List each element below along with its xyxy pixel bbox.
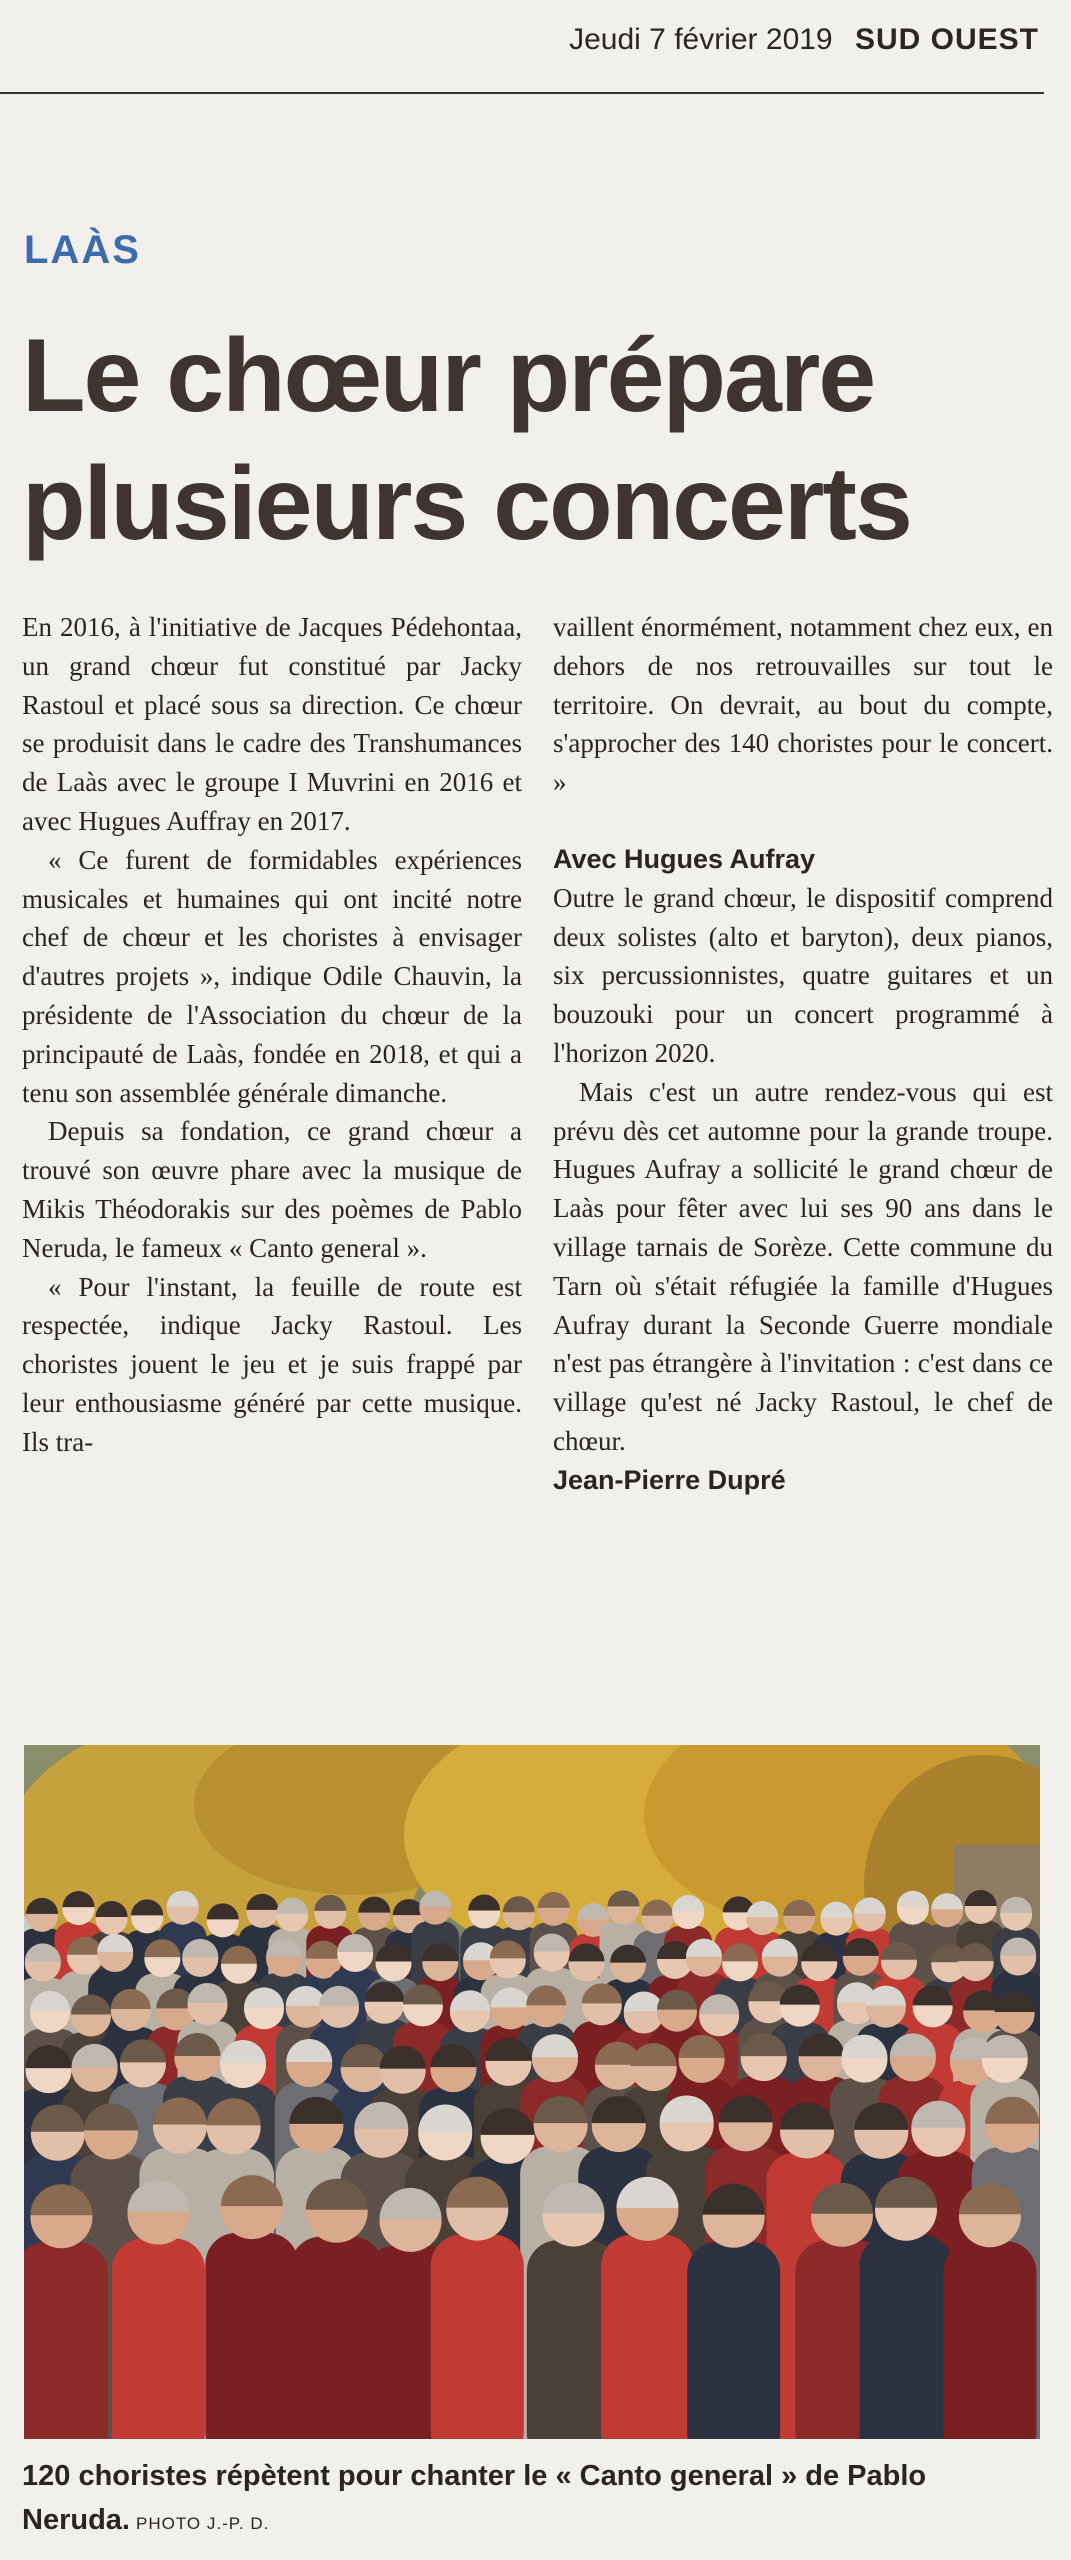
newspaper-name: SUD OUEST (854, 23, 1039, 56)
choir-photo-illustration (24, 1745, 1040, 2439)
photo-caption (22, 2454, 1042, 2546)
choir-member-body (859, 2235, 952, 2439)
article-subhead: Avec Hugues Aufray (553, 843, 816, 874)
article-column-left (22, 608, 522, 1462)
article-headline: Le chœur prépare plusieurs concerts (22, 318, 911, 562)
paragraph: Depuis sa fondation, ce grand chœur a trouvé son œuvre phare avec la musique de Mikis Théodorakis sur des poèmes de Pablo Neruda, le fameux « Canto general ». (22, 1116, 522, 1263)
choir-member-body (24, 2242, 108, 2439)
masthead (0, 10, 1039, 70)
choir-member-body (687, 2241, 780, 2439)
issue-date: Jeudi 7 février 2019 (569, 23, 833, 56)
header-rule (0, 92, 1044, 94)
choir-member-body (431, 2234, 524, 2439)
choir-member-body (205, 2233, 298, 2439)
paragraph: En 2016, à l'initiative de Jacques Pédehontaa, un grand chœur fut constitué par Jacky Rastoul et placé sous sa direction. Ce chœur se produisit dans le cadre des Transhumances de Laàs avec le groupe I Muvrini en 2016 et avec Hugues Auffray en 2017. (22, 612, 522, 836)
photo-credit: PHOTO J.-P. D. (135, 2514, 270, 2533)
article-byline: Jean-Pierre Dupré (553, 1464, 786, 1495)
choir-crowd (24, 1890, 1040, 2439)
paragraph: « Ce furent de formidables expériences musicales et humaines qui ont incité notre chef de chœur et les choristes à envisager d'autres projets », indique Odile Chauvin, la présidente de l'Association du chœur de la principauté de Laàs, fondée en 2018, et qui a tenu son assemblée générale dimanche. (22, 844, 522, 1108)
choir-member-body (601, 2235, 694, 2439)
paragraph-continuation: vaillent énormément, notamment chez eux, en dehors de nos retrouvailles sur tout le territoire. On devrait, au bout du compte, s'approcher des 140 choristes pour le concert. » (553, 612, 1053, 798)
paragraph: Outre le grand chœur, le dispositif comprend deux solistes (alto et baryton), deux pianos, six percussionnistes, quatre guitares et un bouzouki pour un concert programmé à l'horizon 2020. (553, 882, 1053, 1068)
choir-photo (24, 1745, 1040, 2439)
caption-text: 120 choristes répètent pour chanter le « Canto general » de Pablo Neruda. (22, 2460, 927, 2536)
article-column-right (553, 608, 1053, 1500)
paragraph: Mais c'est un autre rendez-vous qui est prévu dès cet automne pour la grande troupe. Hugues Aufray a sollicité le grand chœur de Laàs pour fêter avec lui ses 90 ans dans le village tarnais de Sorèze. Cette commune du Tarn où s'était réfugiée la famille d'Hugues Aufray durant la Seconde Guerre mondiale n'est pas étrangère à l'invitation : c'est dans ce village qu'est né Jacky Rastoul, le chef de chœur. (553, 1076, 1053, 1456)
choir-member-body (112, 2238, 205, 2439)
article-kicker: LAÀS (24, 228, 141, 272)
choir-member-body (943, 2241, 1036, 2439)
paragraph: « Pour l'instant, la feuille de route est respectée, indique Jacky Rastoul. Les choristes jouent le jeu et je suis frappé par leur enthousiasme généré par cette musique. Ils tra- (22, 1271, 522, 1457)
